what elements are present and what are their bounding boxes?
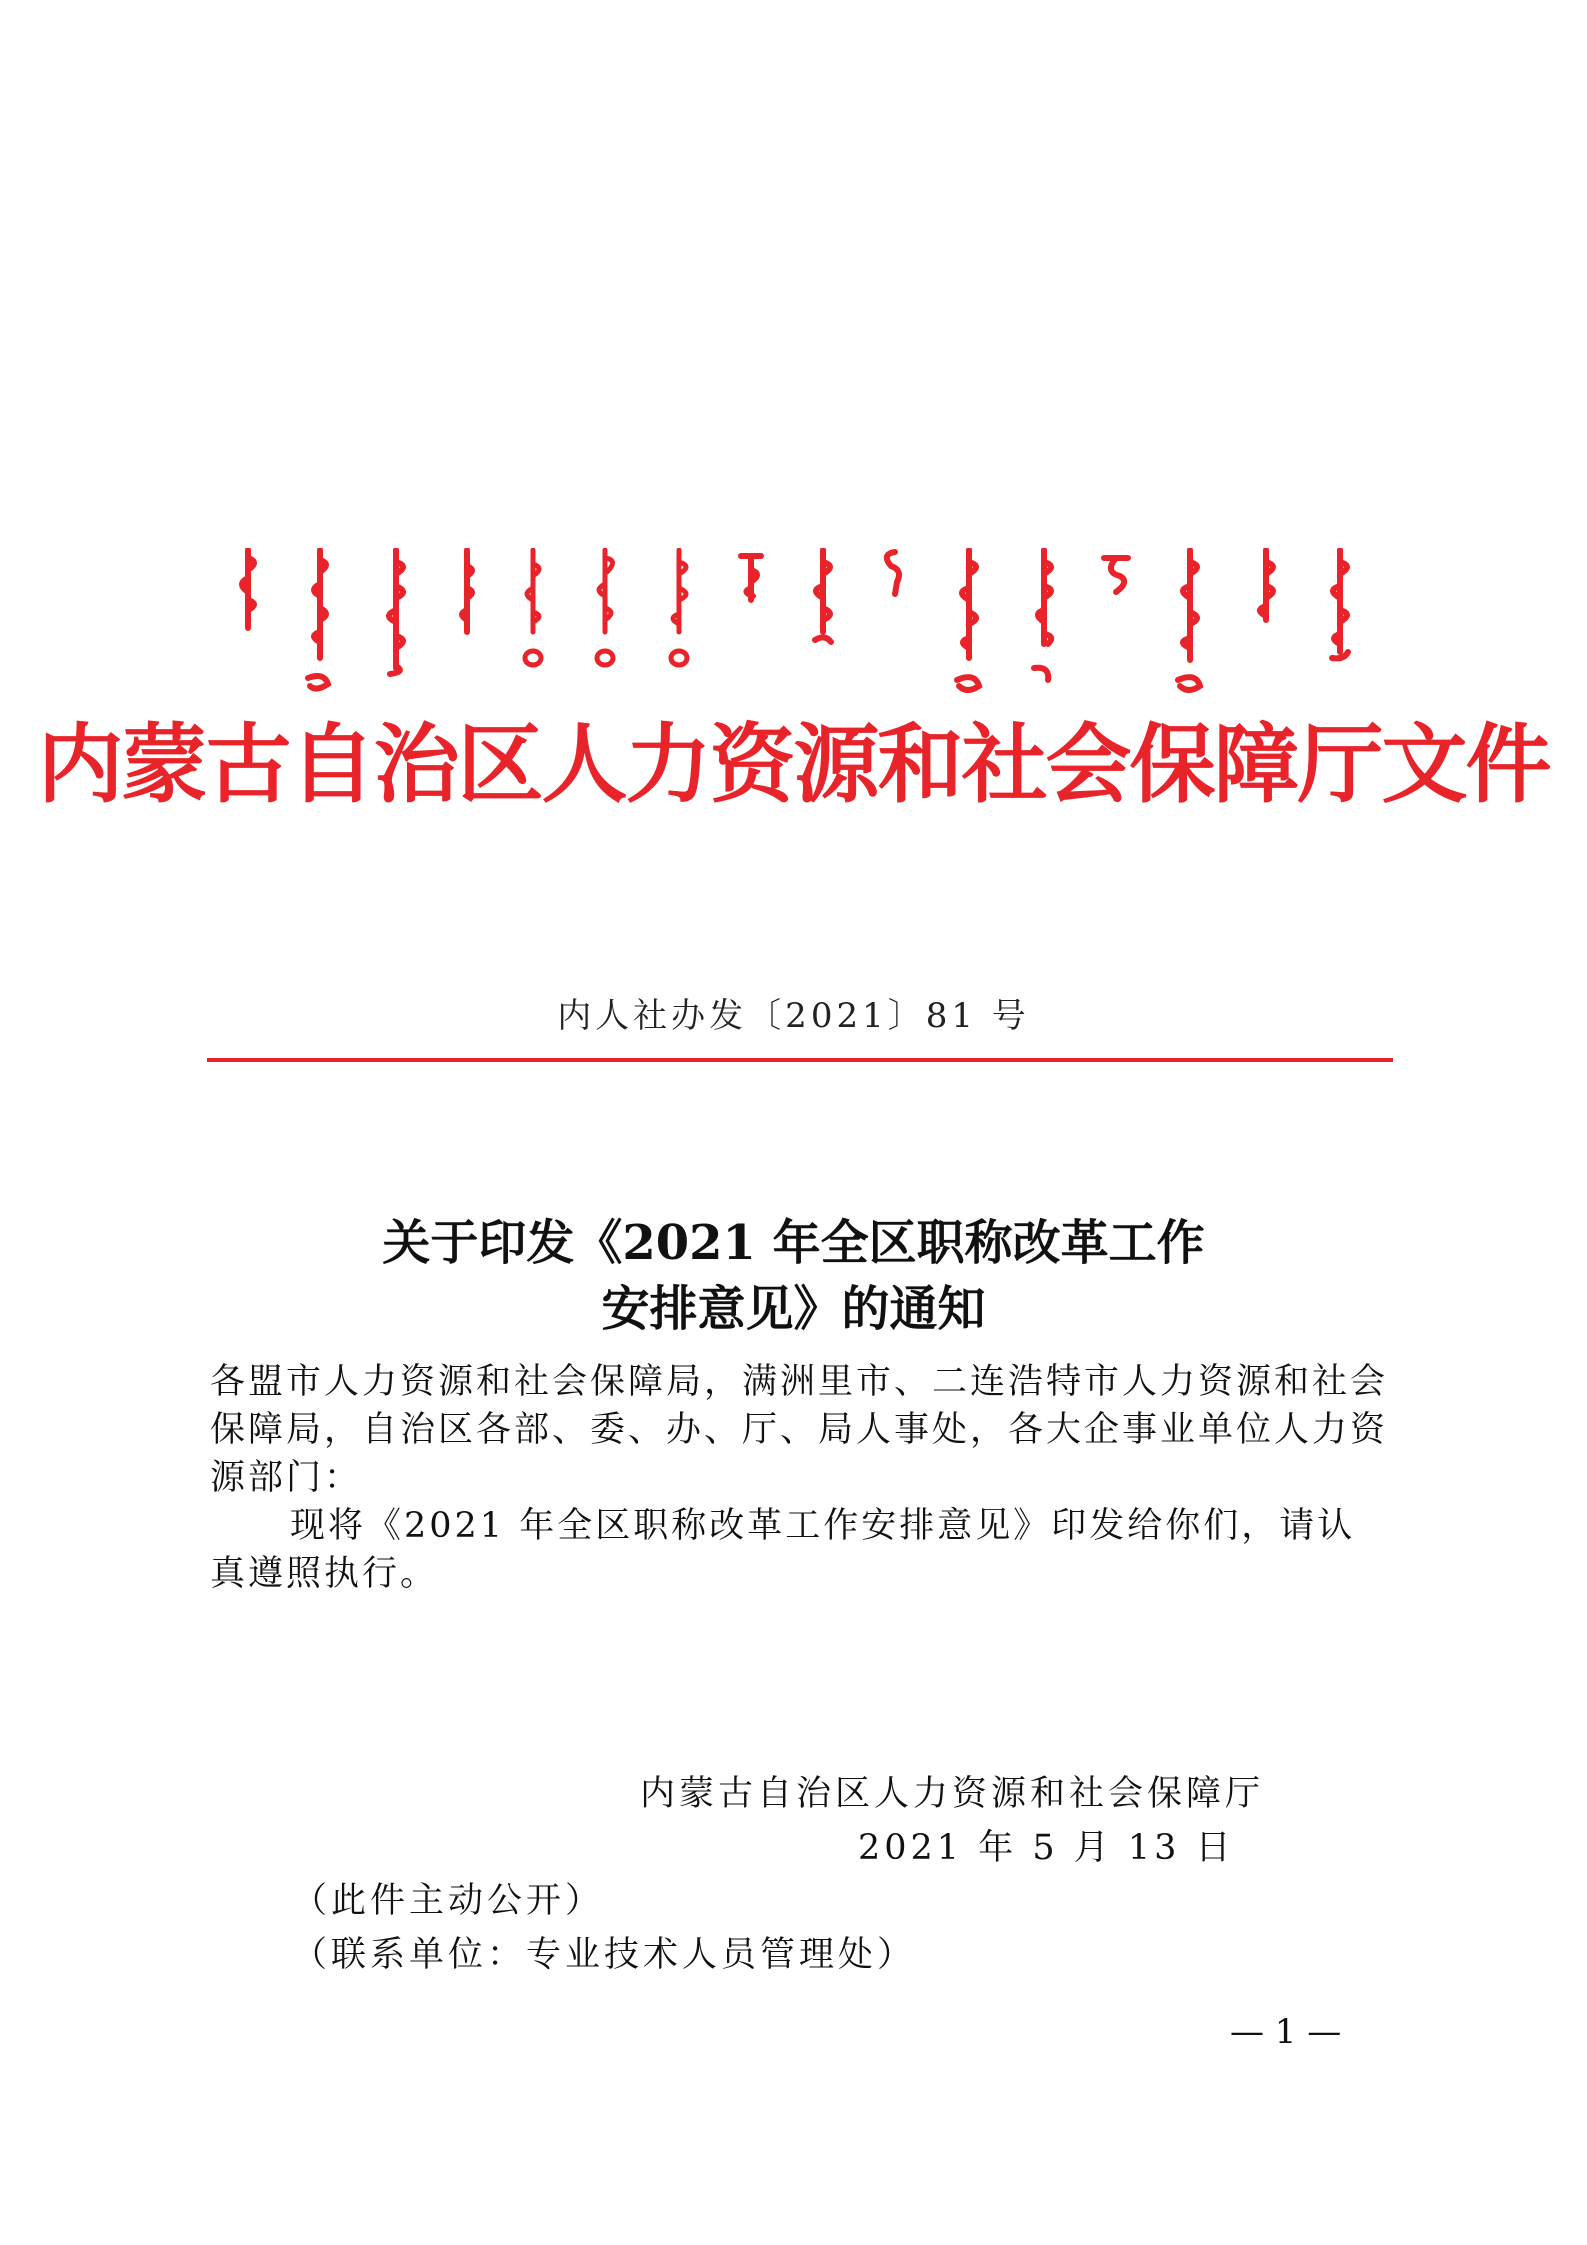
mongolian-word-icon: [947, 548, 991, 698]
mongolian-word-icon: [230, 548, 266, 638]
mongolian-word-icon: [452, 548, 482, 638]
mongolian-word-icon: [1098, 548, 1134, 598]
mongolian-word-icon: [1024, 548, 1064, 688]
mongolian-script-header: [230, 548, 1360, 698]
document-notes: [292, 1874, 916, 1982]
document-masthead: 内蒙古自治区人力资源和社会保障厅文件: [37, 715, 1550, 815]
mongolian-word-icon: [1168, 548, 1212, 698]
addressees: 各盟市人力资源和社会保障局，满洲里市、二连浩特市人力资源和社会保障局，自治区各部、委、办、厅、局人事处，各大企事业单位人力资源部门：: [210, 1362, 1389, 1498]
issue-date: 2021 年 5 月 13 日: [858, 1828, 1235, 1868]
title-line-1: 关于印发《2021 年全区职称改革工作: [382, 1215, 1205, 1271]
mongolian-word-icon: [515, 548, 551, 678]
document-title: [0, 1210, 1587, 1342]
body-paragraph: 现将《2021 年全区职称改革工作安排意见》印发给你们，请认真遵照执行。: [210, 1506, 1356, 1594]
document-number: 内人社办发〔2021〕81 号: [557, 996, 1030, 1036]
mongolian-word-icon: [733, 548, 769, 608]
issuing-organization: 内蒙古自治区人力资源和社会保障厅: [640, 1774, 1265, 1814]
mongolian-word-icon: [1246, 548, 1286, 628]
page-number: — 1 —: [1230, 2012, 1342, 2052]
contact-note: （联系单位：专业技术人员管理处）: [292, 1935, 917, 1975]
mongolian-word-icon: [877, 548, 913, 598]
disclosure-note: （此件主动公开）: [292, 1881, 605, 1921]
mongolian-word-icon: [1320, 548, 1360, 668]
red-divider: [207, 1058, 1393, 1062]
mongolian-word-icon: [374, 548, 418, 678]
mongolian-word-icon: [803, 548, 843, 648]
title-line-2: 安排意见》的通知: [601, 1281, 986, 1337]
mongolian-word-icon: [300, 548, 340, 698]
document-body: [210, 1358, 1390, 1598]
mongolian-word-icon: [659, 548, 699, 678]
mongolian-word-icon: [585, 548, 625, 678]
